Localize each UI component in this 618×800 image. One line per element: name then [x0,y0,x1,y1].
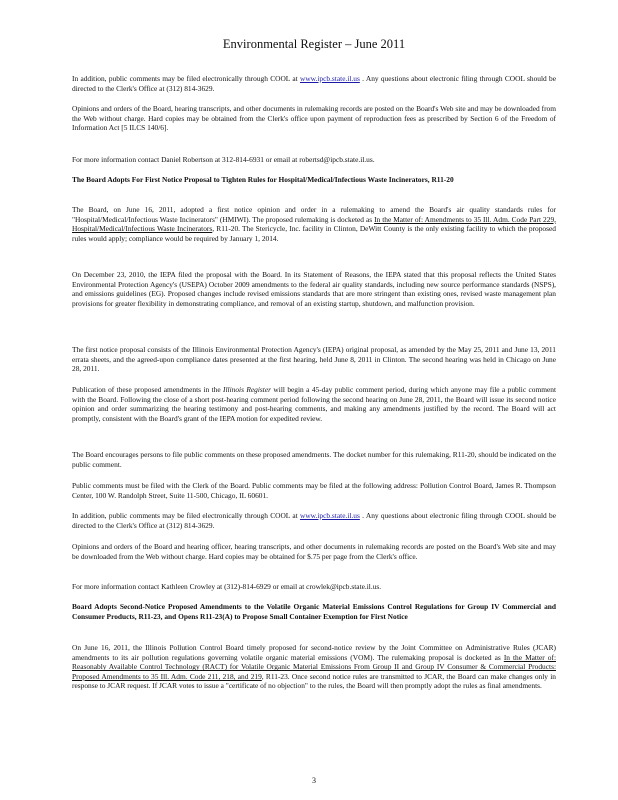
text: will begin a 45-day public comment period, during which anyone may file a public comment with the Board. Following the close of a short post-hearing comment period following the second hearing on June 28, 2011, the Board will issue its second notice opinion and order summarizing the hearing testimony and post-hearing comments, and making any amendments justified by the record. The Board will act promptly, consistent with the Board's grant of the IEPA motion for expedited review. [72,385,557,423]
docket-title: In the Matter of: Reasonably Available Control Technology (RACT) for Volatile Organic Material Emissions From Group II and Group IV Consumer & Commercial Products: Proposed Amendments to 35 Ill. Adm. Code 211, 218, and 219 [72,652,557,681]
text: On June 16, 2011, the Illinois Pollution Control Board timely proposed for second-notice review by the Joint Committee on Administrative Rules (JCAR) amendments to its air pollution regulations governing volatile organic material emissions (VOM). The rulemaking proposal is docketed as [72,643,556,662]
docket-title: In the Matter of: Amendments to 35 Ill. Adm. Code Part 229, Hospital/Medical/Infectious Waste Incinerators [72,214,556,234]
text: , R11-23. Once second notice rules are transmitted to JCAR, the Board can make changes only in response to JCAR request. If JCAR votes to issue a "certificate of no objection" to the rules, the Board will then promptly adopt the rules as final amendments. [72,671,556,691]
paragraph-iepa-filed: On December 23, 2010, the IEPA filed the proposal with the Board. In its Statement of Reasons, the IEPA stated that this proposal reflects the United States Environmental Protection Agency's (USEPA) October 2009 amendments to the federal air quality standards, including new source performance standards (NSPS), and emissions guidelines (EG). Proposed changes include revised emissions standards that are more stringent than existing ones, revised waste management plan provisions for greater flexibility in demonstrating compliance, and removal of an existing startup, shutdown, and malfunction provision. [72,270,556,308]
paragraph-contact-crowley: For more information contact Kathleen Crowley at (312)-814-6929 or email at crowlek@ipcb.state.il.us. [72,582,382,591]
heading-r11-20: The Board Adopts For First Notice Proposal to Tighten Rules for Hospital/Medical/Infectious Waste Incinerators, R11-20 [72,175,454,184]
text: Publication of these proposed amendments in the [72,385,224,394]
paragraph-filing-address: Public comments must be filed with the Clerk of the Board. Public comments may be filed at the following address: Pollution Control Board, James R. Thompson Center, 100 W. Randolph Street, Suite 11-500, Chicago, IL 60601. [72,481,556,500]
heading-r11-23: Board Adopts Second-Notice Proposed Amendments to the Volatile Organic Material Emissions Control Regulations for Group IV Commercial and Consumer Products, R11-23, and Opens R11-23(A) to Propose Small Container Exemption for First Notice [72,602,556,621]
text: , R11-20. The Stericycle, Inc. facility in Clinton, DeWitt County is the only existing facility to which the proposed rules would apply; compliance would be required by January 1, 2014. [72,224,556,243]
paragraph-opinions-1: Opinions and orders of the Board, hearing transcripts, and other documents in rulemaking records are posted on the Board's Web site and may be downloaded from the Web without charge. Hard copies may be obtained from the Clerk's office upon payment of reproduction fees as prescribed by Section 6 of the Freedom of Information Act [5 ILCS 140/6]. [72,104,556,133]
ipcb-website-link[interactable]: www.ipcb.state.il.us [299,511,360,520]
paragraph-cool-filing-2 [72,511,556,530]
paragraph-publication [72,385,556,423]
paragraph-first-notice: The first notice proposal consists of the Illinois Environmental Protection Agency's (IEPA) original proposal, as amended by the May 25, 2011 and June 13, 2011 errata sheets, and the agreed-upon compliance dates presented at the first hearing, held June 8, 2011 in Clinton. The second hearing was held in Chicago on June 28, 2011. [72,345,556,374]
paragraph-cool-filing-1 [72,74,556,93]
text: . Any questions about electronic filing through COOL should be directed to the Clerk's Office at (312) 814-3629. [72,74,557,93]
text: In addition, public comments may be filed electronically through COOL at [72,511,300,520]
ipcb-website-link[interactable]: www.ipcb.state.il.us [299,74,360,83]
text: In addition, public comments may be filed electronically through COOL at [72,74,300,83]
text: . Any questions about electronic filing through COOL should be directed to the Clerk's Office at (312) 814-3629. [72,511,557,530]
paragraph-contact-robertson: For more information contact Daniel Robertson at 312-814-6931 or email at robertsd@ipcb.state.il.us. [72,155,375,164]
page-number: 3 [312,776,316,785]
paragraph-r11-23-proposed [72,643,556,691]
paragraph-r11-20-adopted [72,205,556,243]
text: The Board, on June 16, 2011, adopted a first notice opinion and order in a rulemaking to amend the Board's air quality standards rules for "Hospital/Medical/Infectious Waste Incinerators" (HMIWI). The proposed rulemaking is docketed as [72,205,556,224]
illinois-register-title: Illinois Register [223,385,272,394]
paragraph-encourages-comments: The Board encourages persons to file public comments on these proposed amendments. The docket number for this rulemaking, R11-20, should be indicated on the public comment. [72,450,556,469]
paragraph-opinions-2: Opinions and orders of the Board and hearing officer, hearing transcripts, and other documents in rulemaking records are posted on the Board's Web site and may be downloaded from the Web without charge. Hard copies may be obtained for $.75 per page from the Clerk's office. [72,542,556,561]
running-header: Environmental Register – June 2011 [222,37,406,51]
